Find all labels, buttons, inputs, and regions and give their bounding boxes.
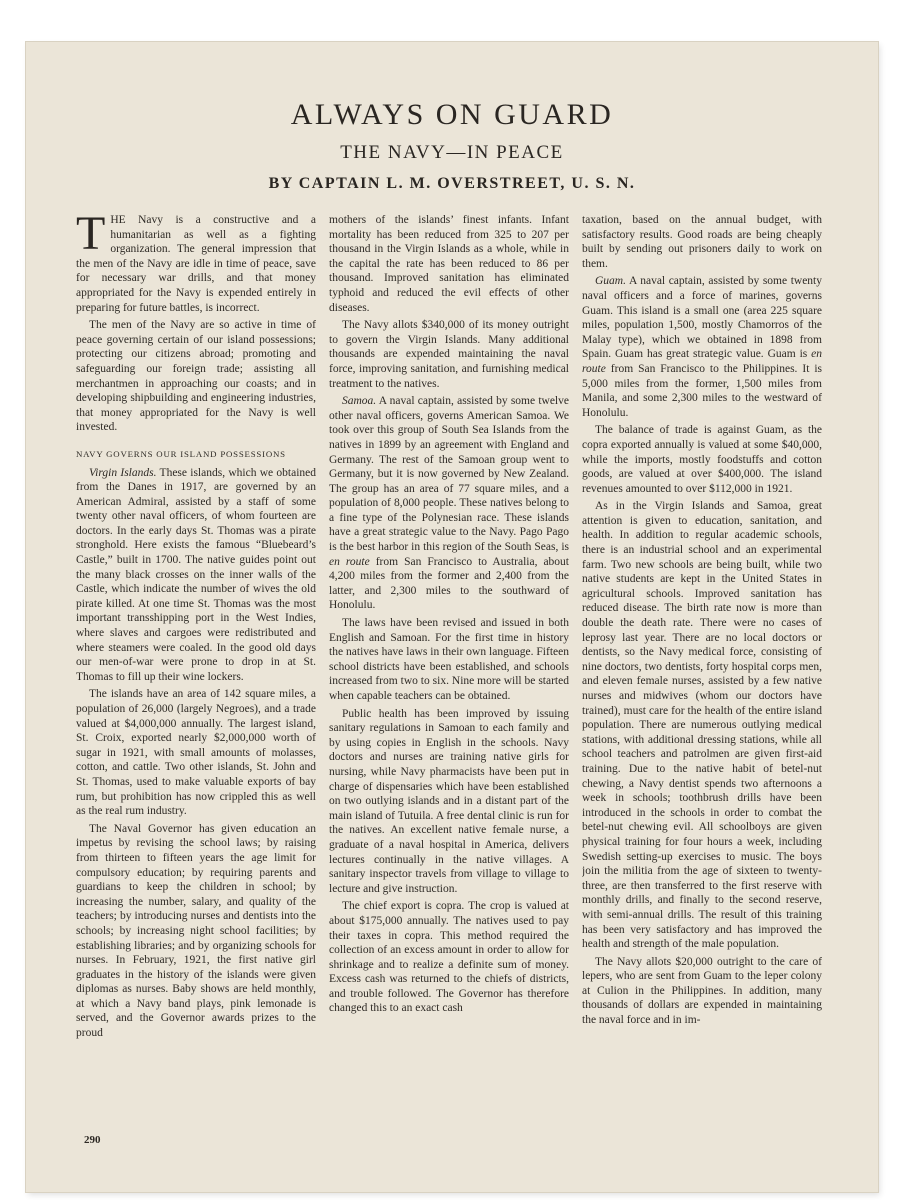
paragraph-text: from San Francisco to Australia, about 4,200 miles from the former and 2,400 from the latter, and 2,300 miles to the southward of Honolulu. [329, 555, 569, 612]
italic-phrase: en route [582, 348, 822, 375]
article-byline: BY CAPTAIN L. M. OVERSTREET, U. S. N. [268, 175, 636, 192]
paragraph-text: These islands, which we obtained from the Danes in 1917, are governed by an American Admiral, assisted by a staff of some twenty other naval officers, of whom fourteen are doctors. In the early days St. Thomas was a pirate stronghold. Here exists the famous “Bluebeard’s Castle,” built in 1700. The native guides point out the many black crosses on the inner walls of the Castle, which indicate the number of wives the old pirate killed. At one time St. Thomas was the most important transshipping port in the West Indies, where slaves and cargoes were redistributed and where steamers were coaled. In the good old days our men-of-war were prone to drop in at St. Thomas to fill up their wine lockers. [76, 466, 316, 683]
page-number: 290 [84, 1134, 101, 1146]
paragraph-samoa [329, 394, 569, 613]
intro-paragraph [76, 213, 316, 315]
paragraph: The balance of trade is against Guam, as the copra exported annually is valued at some $40,000, while the imports, mostly foodstuffs and cotton goods, are valued at over $400,000. The island revenues amounted to over $112,000 in 1921. [582, 424, 822, 495]
paragraph-text: from San Francisco to the Philippines. It is 5,000 miles from the former, 1,500 miles from Manila, and some 2,300 miles to the westward of Honolulu. [582, 362, 822, 419]
article-subtitle: THE NAVY—IN PEACE [340, 142, 564, 163]
paragraph: As in the Virgin Islands and Samoa, great attention is given to education, sanitation, and health. In addition to regular academic schools, there is an industrial school and an experimental farm. Two new schools are being built, while two native students are kept in the United States in agricultural schools. Improved sanitation has reduced disease. The birth rate now is more than double the death rate. There were no cases of leprosy last year. There are no local doctors or dentists, so the Navy medical force, consisting of nine doctors, two dentists, forty hospital corps men, and eleven female nurses, assisted by a few native nurses and midwives (whom our doctors have trained), must care for the health of the entire island population. There are numerous outlying medical stations, with additional dressing stations, while all school teachers and patrolmen are given first-aid training. Due to the native habit of betel-nut chewing, a Navy dentist spends two afternoons a week in schools; toothbrush drills have been introduced in the schools in order to combat the betel-nut chewing evil. All schoolboys are given physical training for four hours a week, including Swedish setting-up exercises to music. The boys join the militia from the age of sixteen to twenty-three, are then transferred to the first reserve with monthly drills, and finally to the second reserve, with semi-annual drills. The result of this training has been very satisfactory and has improved the health and strength of the male population. [582, 500, 822, 951]
paragraph: taxation, based on the annual budget, with satisfactory results. Good roads are being cheaply built by sending out prisoners daily to work on them. [582, 214, 822, 270]
intro-paragraph-text: HE Navy is a constructive and a humanitarian as well as a fighting organization. The general impression that the men of the Navy are idle in time of peace, save for necessary war drills, and that money appropriated for the Navy is expended entirely in preparing for future battles, is incorrect. [76, 214, 316, 314]
text-column-2 [329, 213, 569, 1133]
paragraph: The Navy allots $340,000 of its money outright to govern the Virgin Islands. Many additional thousands are expended maintaining the naval force, improving sanitation, and furnishing medical treatment to the natives. [329, 319, 569, 390]
paragraph: mothers of the islands’ finest infants. Infant mortality has been reduced from 325 to 207 per thousand in the Virgin Islands as a whole, while in the capital the rate has been reduced to 86 per thousand. Improved sanitation has eliminated typhoid and reduced the evil effects of other diseases. [329, 214, 569, 314]
italic-phrase: en route [329, 555, 370, 568]
magazine-page [26, 42, 878, 1192]
run-in-heading: Samoa. [342, 395, 377, 408]
paragraph-guam [582, 274, 822, 420]
paragraph: The chief export is copra. The crop is valued at about $175,000 annually. The natives used to pay their taxes in copra. This method required the collection of an excess amount in order to allow for shrinkage and to realize a definite sum of money. Excess cash was returned to the chiefs of districts, and trouble followed. The Governor has therefore changed this to an exact cash [329, 900, 569, 1015]
article-title: ALWAYS ON GUARD [290, 98, 614, 131]
text-column-1 [76, 213, 316, 1133]
paragraph: The Naval Governor has given education an impetus by revising the school laws; by raising from thirteen to fifteen years the age limit for compulsory education; by requiring parents and guardians to keep the children in school; by increasing the number, salary, and quality of the teachers; by introducing nurses and dentists into the schools; by increasing night school facilities; by establishing libraries; and by organizing schools for nurses. In February, 1921, the first native girl graduates in the history of the islands were given diplomas as nurses. Baby shows are held monthly, at which a Navy band plays, pink lemonade is served, and the Governor awards prizes to the proud [76, 822, 316, 1040]
paragraph: The laws have been revised and issued in both English and Samoan. For the first time in history the natives have laws in their own language. Fifteen school districts have been established, and schools increased from two to six. Nine more will be started when capable teachers can be obtained. [329, 617, 569, 702]
paragraph: The islands have an area of 142 square miles, a population of 26,000 (largely Negroes), and a trade valued at $4,000,000 annually. The largest island, St. Croix, exported nearly $2,000,000 worth of sugar in 1921, with small amounts of molasses, cotton, and cattle. Two other islands, St. John and St. Thomas, used to make valuable exports of bay rum, but prohibition has now crippled this as well as the real rum industry. [76, 688, 316, 818]
paragraph-text: A naval captain, assisted by some twelve other naval officers, governs American Samoa. We took over this group of South Sea Islands from the natives in 1899 by an agreement with England and Germany. The rest of the Samoan group went to Germany, but it is now governed by New Zealand. The group has an area of 77 square miles, and a population of 8,000 people. These natives belong to a fine type of the Polynesian race. These islands have a great strategic value to the Navy. Pago Pago is the best harbor in this region of the South Seas, is [329, 395, 569, 554]
run-in-heading: Virgin Islands. [89, 466, 157, 479]
paragraph-virgin-islands [76, 466, 316, 685]
drop-cap: T [76, 213, 106, 260]
paragraph: The Navy allots $20,000 outright to the care of lepers, who are sent from Guam to the leper colony at Culion in the Philippines. In addition, many thousands of dollars are expended in maintaining the naval force and in im- [582, 955, 822, 1027]
run-in-heading: Guam. [595, 275, 626, 288]
paragraph-text: A naval captain, assisted by some twenty naval officers and a force of marines, governs Guam. This island is a small one (area 225 square miles, population 1,500, mostly Chamorros of the Malay type), which we obtained in 1898 from Spain. Guam has great strategic value. Guam is [582, 275, 822, 361]
paragraph: The men of the Navy are so active in time of peace governing certain of our island possessions; protecting our citizens abroad; promoting and safeguarding our foreign trade; assisting all merchantmen in approaching our coasts; and in developing shipbuilding and engineering industries, that money appropriated for the Navy is well invested. [76, 319, 316, 434]
paragraph: Public health has been improved by issuing sanitary regulations in Samoan to each family and by using copies in English in the schools. Navy doctors and nurses are training native girls for nursing, while Navy pharmacists have been put in charge of dispensaries which have been established on two outlying islands and in a distant part of the main island of Tutuila. A free dental clinic is run for the natives. An excellent native female nurse, a graduate of a naval hospital in America, delivers lectures continually in the native villages. A sanitary inspector travels from village to village to lecture and give instruction. [329, 707, 569, 895]
text-column-3 [582, 213, 822, 1133]
section-heading: NAVY GOVERNS OUR ISLAND POSSESSIONS [76, 448, 286, 459]
